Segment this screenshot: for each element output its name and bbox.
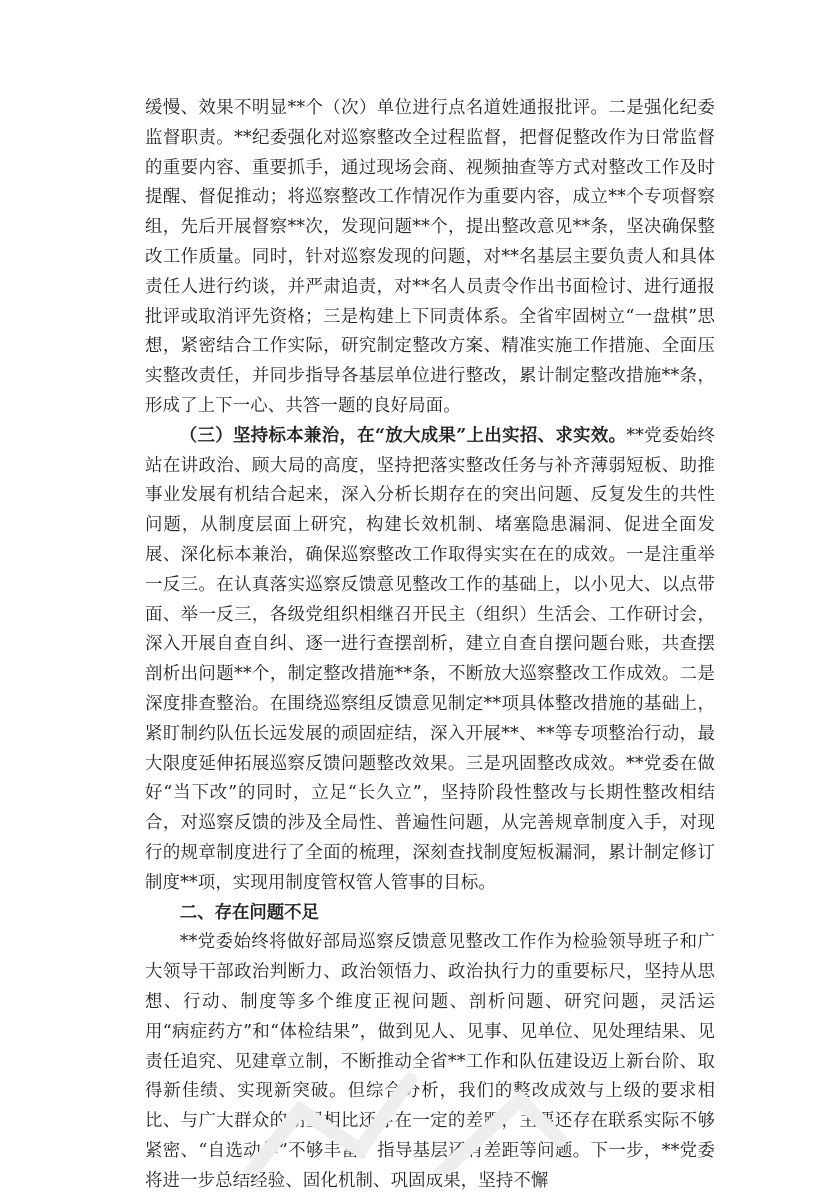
section-three-heading: （三）坚持标本兼治，在“放大成果”上出实招、求实效。 (179, 425, 627, 446)
paragraph-problems: **党委始终将做好部局巡察反馈意见整改工作作为检验领导班子和广大领导干部政治判断力、政治领悟力、政治执行力的重要标尺，坚持从思想、行动、制度等多个维度正视问题、剖析问题、研究问题，灵活运用“病症药方”和“体检结果”，做到见人、见事、见单位、见处理结果、见责任追究、见建章立制，不断推动全省**工作和队伍建设迈上新台阶、取得新佳绩、实现新突破。但综合分析，我们的整改成效与上级的要求相比、与广大群众的期望相比还存在一定的差距，主要还存在联系实际不够紧密、“自选动作”不够丰富、指导基层还有差距等问题。下一步，**党委将进一步总结经验、固化机制、巩固成果，坚持不懈 (145, 932, 715, 1191)
paragraph-section-three (145, 422, 715, 899)
section-three-body: **党委始终站在讲政治、顾大局的高度，坚持把落实整改任务与补齐薄弱短板、助推事业发展有机结合起来，深入分析长期存在的突出问题、反复发生的共性问题，从制度层面上研究，构建长效机制、堵塞隐患漏洞、促进全面发展、深化标本兼治，确保巡察整改工作取得实实在在的成效。一是注重举一反三。在认真落实巡察反馈意见整改工作的基础上，以小见大、以点带面、举一反三，各级党组织相继召开民主（组织）生活会、工作研讨会，深入开展自查自纠、逐一进行查摆剖析，建立自查自摆问题台账，共查摆剖析出问题**个，制定整改措施**条，不断放大巡察整改工作成效。二是深度排查整治。在围绕巡察组反馈意见制定**项具体整改措施的基础上，紧盯制约队伍长远发展的顽固症结，深入开展**、**等专项整治行动，最大限度延伸拓展巡察反馈问题整改效果。三是巩固整改成效。**党委在做好“当下改”的同时，立足“长久立”，坚持阶段性整改与长期性整改相结合，对巡察反馈的涉及全局性、普遍性问题，从完善规章制度入手，对现行的规章制度进行了全面的梳理，深刻查找制度短板漏洞，累计制定修订制度**项，实现用制度管权管人管事的目标。 (145, 425, 715, 893)
document-page (145, 94, 715, 1196)
heading-problems: 二、存在问题不足 (179, 902, 319, 923)
paragraph-discipline-supervision: 缓慢、效果不明显**个（次）单位进行点名道姓通报批评。二是强化纪委监督职责。**纪委强化对巡察整改全过程监督，把督促整改作为日常监督的重要内容、重要抓手，通过现场会商、视频抽查等方式对整改工作及时提醒、督促推动；将巡察整改工作情况作为重要内容，成立**个专项督察组，先后开展督察**次，发现问题**个，提出整改意见**条，坚决确保整改工作质量。同时，针对巡察发现的问题，对**名基层主要负责人和具体责任人进行约谈，并严肃追责，对**名人员责令作出书面检讨、进行通报批评或取消评先资格；三是构建上下同责体系。全省牢固树立“一盘棋”思想，紧密结合工作实际，研究制定整改方案、精准实施工作措施、全面压实整改责任，并同步指导各基层单位进行整改，累计制定整改措施**条，形成了上下一心、共答一题的良好局面。 (145, 98, 715, 416)
